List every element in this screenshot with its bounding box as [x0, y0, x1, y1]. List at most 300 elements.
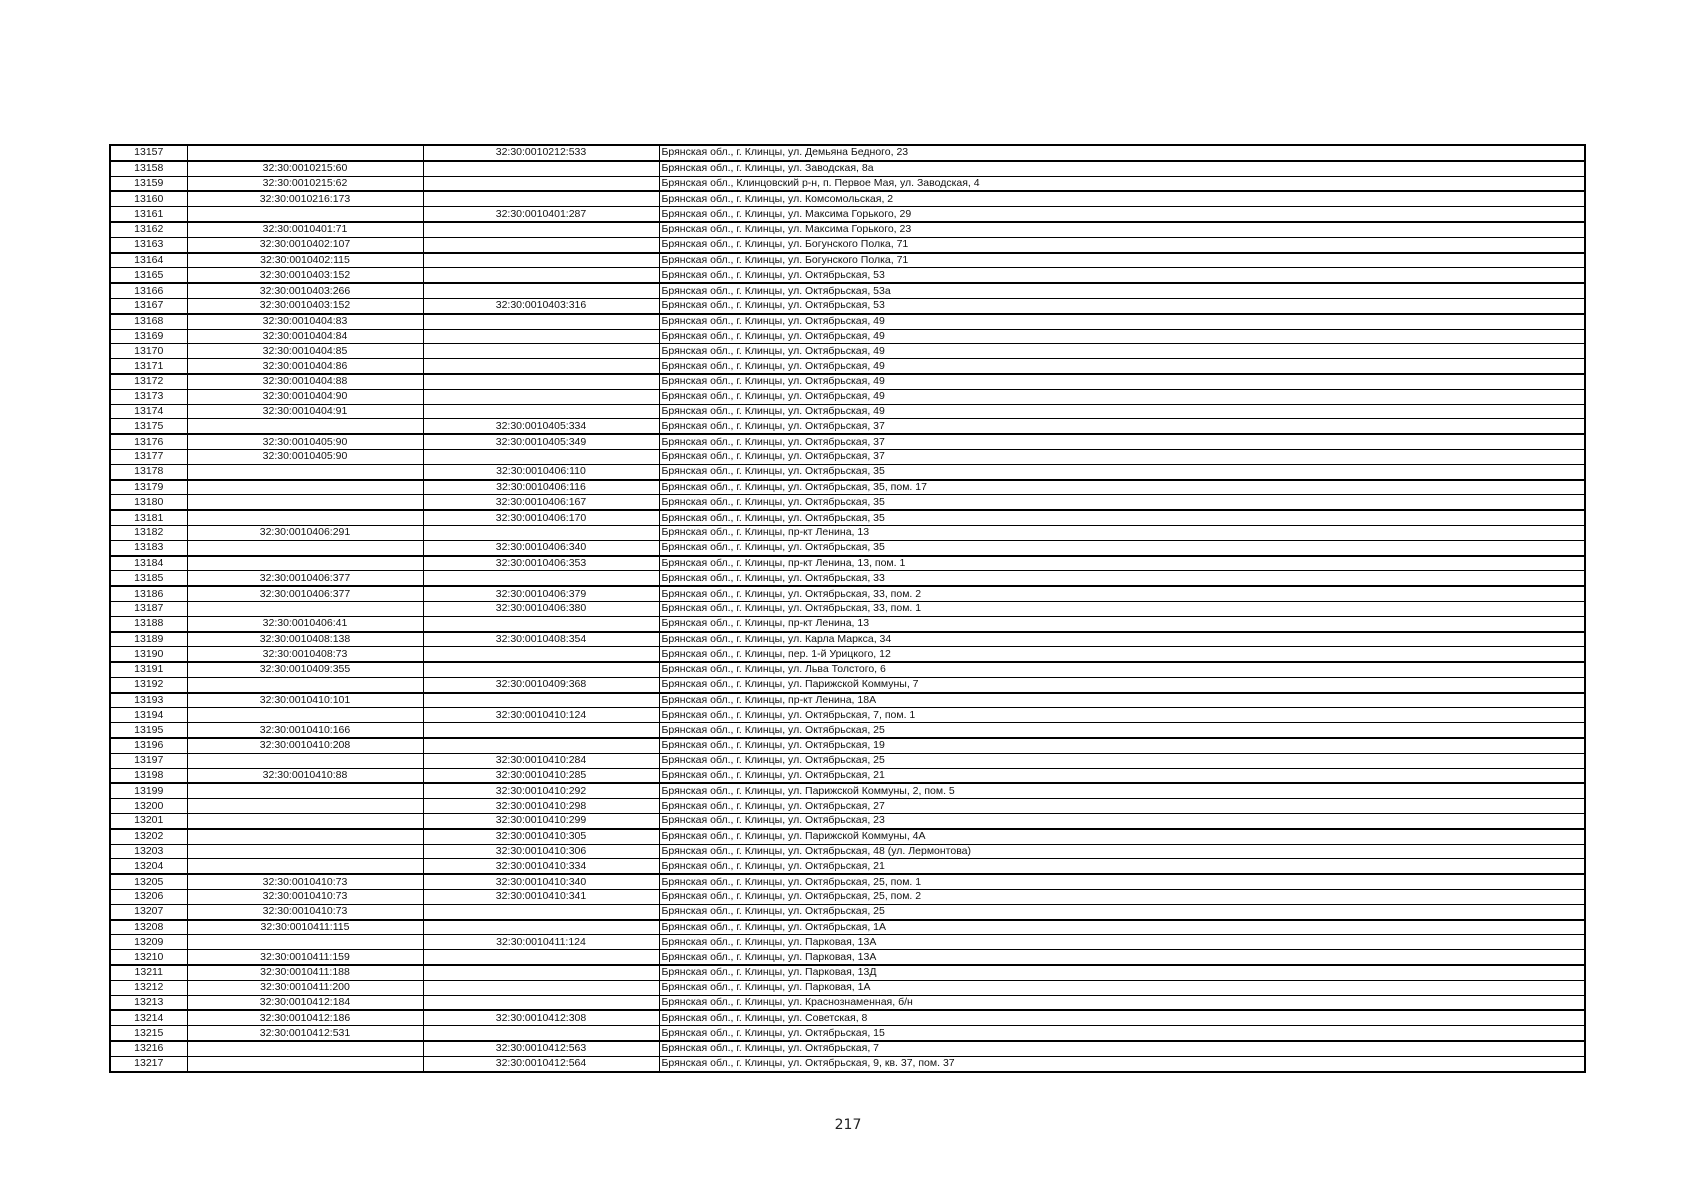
cadastral-number-cell: 32:30:0010412:184	[187, 995, 423, 1010]
row-number-cell: 13183	[110, 540, 187, 555]
address-cell: Брянская обл., г. Клинцы, ул. Карла Маркса, 34	[659, 632, 1585, 647]
cadastral-number-cell: 32:30:0010408:138	[187, 632, 423, 647]
address-cell: Брянская обл., г. Клинцы, пр-кт Ленина, 13	[659, 616, 1585, 631]
cadastral-register-table	[109, 144, 1586, 1073]
row-number-cell: 13211	[110, 965, 187, 980]
address-cell: Брянская обл., г. Клинцы, ул. Октябрьская, 33	[659, 571, 1585, 586]
row-number-cell: 13190	[110, 647, 187, 662]
cadastral-number-cell	[187, 419, 423, 434]
object-cadastral-number-cell	[423, 283, 659, 298]
row-number-cell: 13171	[110, 359, 187, 374]
row-number-cell: 13175	[110, 419, 187, 434]
table-row	[110, 389, 1585, 404]
row-number-cell: 13207	[110, 904, 187, 919]
address-cell: Брянская обл., г. Клинцы, ул. Октябрьская, 25, пом. 2	[659, 890, 1585, 905]
object-cadastral-number-cell	[423, 191, 659, 206]
table-row	[110, 799, 1585, 814]
cadastral-number-cell: 32:30:0010404:84	[187, 329, 423, 344]
row-number-cell: 13178	[110, 464, 187, 479]
table-row	[110, 586, 1585, 601]
table-row	[110, 601, 1585, 616]
address-cell: Брянская обл., г. Клинцы, ул. Краснознаменная, б/н	[659, 995, 1585, 1010]
object-cadastral-number-cell: 32:30:0010406:340	[423, 540, 659, 555]
row-number-cell: 13204	[110, 859, 187, 874]
address-cell: Брянская обл., г. Клинцы, ул. Октябрьская, 25	[659, 904, 1585, 919]
object-cadastral-number-cell: 32:30:0010412:564	[423, 1056, 659, 1071]
cadastral-number-cell: 32:30:0010406:41	[187, 616, 423, 631]
address-cell: Брянская обл., г. Клинцы, ул. Октябрьская, 25, пом. 1	[659, 874, 1585, 889]
cadastral-number-cell	[187, 1041, 423, 1056]
table-row	[110, 890, 1585, 905]
address-cell: Брянская обл., г. Клинцы, ул. Октябрьская, 35, пом. 17	[659, 480, 1585, 495]
address-cell: Брянская обл., г. Клинцы, пр-кт Ленина, 18А	[659, 693, 1585, 708]
table-row	[110, 950, 1585, 965]
object-cadastral-number-cell: 32:30:0010406:353	[423, 556, 659, 571]
table-row	[110, 161, 1585, 176]
table-row	[110, 920, 1585, 935]
object-cadastral-number-cell	[423, 904, 659, 919]
table-row	[110, 768, 1585, 783]
cadastral-number-cell	[187, 495, 423, 510]
cadastral-number-cell	[187, 510, 423, 525]
row-number-cell: 13215	[110, 1026, 187, 1041]
address-cell: Брянская обл., г. Клинцы, ул. Октябрьская, 49	[659, 389, 1585, 404]
object-cadastral-number-cell: 32:30:0010406:110	[423, 464, 659, 479]
address-cell: Брянская обл., г. Клинцы, ул. Октябрьская, 53	[659, 268, 1585, 283]
cadastral-number-cell	[187, 480, 423, 495]
table-row	[110, 708, 1585, 723]
table-row	[110, 253, 1585, 268]
object-cadastral-number-cell: 32:30:0010410:299	[423, 814, 659, 829]
row-number-cell: 13164	[110, 253, 187, 268]
row-number-cell: 13205	[110, 874, 187, 889]
address-cell: Брянская обл., г. Клинцы, пр-кт Ленина, 13	[659, 525, 1585, 540]
object-cadastral-number-cell	[423, 571, 659, 586]
table-row	[110, 723, 1585, 738]
cadastral-number-cell: 32:30:0010215:60	[187, 161, 423, 176]
object-cadastral-number-cell	[423, 161, 659, 176]
object-cadastral-number-cell	[423, 449, 659, 464]
address-cell: Брянская обл., г. Клинцы, ул. Октябрьская, 49	[659, 404, 1585, 419]
cadastral-number-cell: 32:30:0010215:62	[187, 176, 423, 191]
row-number-cell: 13184	[110, 556, 187, 571]
cadastral-number-cell: 32:30:0010411:159	[187, 950, 423, 965]
address-cell: Брянская обл., г. Клинцы, ул. Октябрьская, 7	[659, 1041, 1585, 1056]
cadastral-number-cell: 32:30:0010412:531	[187, 1026, 423, 1041]
cadastral-number-cell: 32:30:0010410:208	[187, 738, 423, 753]
table-row	[110, 874, 1585, 889]
object-cadastral-number-cell	[423, 268, 659, 283]
table-row	[110, 859, 1585, 874]
row-number-cell: 13206	[110, 890, 187, 905]
cadastral-number-cell	[187, 935, 423, 950]
object-cadastral-number-cell: 32:30:0010408:354	[423, 632, 659, 647]
object-cadastral-number-cell: 32:30:0010410:292	[423, 783, 659, 798]
object-cadastral-number-cell: 32:30:0010410:334	[423, 859, 659, 874]
address-cell: Брянская обл., г. Клинцы, ул. Октябрьская, 48 (ул. Лермонтова)	[659, 844, 1585, 859]
cadastral-number-cell	[187, 783, 423, 798]
cadastral-number-cell: 32:30:0010410:73	[187, 874, 423, 889]
cadastral-number-cell: 32:30:0010412:186	[187, 1010, 423, 1025]
row-number-cell: 13208	[110, 920, 187, 935]
cadastral-number-cell: 32:30:0010402:107	[187, 237, 423, 252]
row-number-cell: 13188	[110, 616, 187, 631]
cadastral-number-cell: 32:30:0010404:86	[187, 359, 423, 374]
table-row	[110, 419, 1585, 434]
row-number-cell: 13213	[110, 995, 187, 1010]
address-cell: Брянская обл., г. Клинцы, ул. Октябрьская, 49	[659, 374, 1585, 389]
address-cell: Брянская обл., г. Клинцы, ул. Парижской Коммуны, 7	[659, 677, 1585, 692]
object-cadastral-number-cell	[423, 329, 659, 344]
cadastral-number-cell: 32:30:0010216:173	[187, 191, 423, 206]
table-row	[110, 1010, 1585, 1025]
address-cell: Брянская обл., г. Клинцы, ул. Богунского Полка, 71	[659, 237, 1585, 252]
table-row	[110, 268, 1585, 283]
table-row	[110, 464, 1585, 479]
table-row	[110, 965, 1585, 980]
address-cell: Брянская обл., г. Клинцы, ул. Октябрьская, 15	[659, 1026, 1585, 1041]
table-row	[110, 480, 1585, 495]
address-cell: Брянская обл., г. Клинцы, ул. Октябрьская, 9, кв. 37, пом. 37	[659, 1056, 1585, 1071]
cadastral-number-cell	[187, 677, 423, 692]
row-number-cell: 13177	[110, 449, 187, 464]
cadastral-number-cell: 32:30:0010410:73	[187, 904, 423, 919]
table-row	[110, 359, 1585, 374]
row-number-cell: 13197	[110, 753, 187, 768]
object-cadastral-number-cell	[423, 662, 659, 677]
cadastral-number-cell: 32:30:0010406:377	[187, 571, 423, 586]
row-number-cell: 13198	[110, 768, 187, 783]
object-cadastral-number-cell	[423, 980, 659, 995]
cadastral-number-cell: 32:30:0010408:73	[187, 647, 423, 662]
object-cadastral-number-cell	[423, 222, 659, 237]
address-cell: Брянская обл., г. Клинцы, пер. 1-й Урицкого, 12	[659, 647, 1585, 662]
table-row	[110, 344, 1585, 359]
object-cadastral-number-cell	[423, 616, 659, 631]
table-row	[110, 540, 1585, 555]
address-cell: Брянская обл., г. Клинцы, ул. Октябрьская, 19	[659, 738, 1585, 753]
object-cadastral-number-cell	[423, 1026, 659, 1041]
row-number-cell: 13186	[110, 586, 187, 601]
row-number-cell: 13161	[110, 207, 187, 222]
row-number-cell: 13209	[110, 935, 187, 950]
object-cadastral-number-cell	[423, 404, 659, 419]
row-number-cell: 13200	[110, 799, 187, 814]
row-number-cell: 13192	[110, 677, 187, 692]
table-row	[110, 298, 1585, 313]
address-cell: Брянская обл., г. Клинцы, ул. Октябрьская, 37	[659, 449, 1585, 464]
table-row	[110, 783, 1585, 798]
cadastral-number-cell: 32:30:0010403:152	[187, 298, 423, 313]
row-number-cell: 13182	[110, 525, 187, 540]
row-number-cell: 13172	[110, 374, 187, 389]
row-number-cell: 13168	[110, 314, 187, 329]
object-cadastral-number-cell	[423, 374, 659, 389]
table-row	[110, 677, 1585, 692]
address-cell: Брянская обл., г. Клинцы, ул. Октябрьская, 27	[659, 799, 1585, 814]
row-number-cell: 13217	[110, 1056, 187, 1071]
address-cell: Брянская обл., г. Клинцы, ул. Октябрьская, 33, пом. 1	[659, 601, 1585, 616]
cadastral-number-cell: 32:30:0010406:377	[187, 586, 423, 601]
table-row	[110, 207, 1585, 222]
cadastral-number-cell: 32:30:0010410:101	[187, 693, 423, 708]
table-row	[110, 556, 1585, 571]
cadastral-number-cell: 32:30:0010404:88	[187, 374, 423, 389]
row-number-cell: 13212	[110, 980, 187, 995]
object-cadastral-number-cell	[423, 344, 659, 359]
row-number-cell: 13166	[110, 283, 187, 298]
address-cell: Брянская обл., г. Клинцы, ул. Максима Горького, 23	[659, 222, 1585, 237]
object-cadastral-number-cell: 32:30:0010412:563	[423, 1041, 659, 1056]
address-cell: Брянская обл., г. Клинцы, ул. Октябрьская, 49	[659, 314, 1585, 329]
cadastral-number-cell	[187, 859, 423, 874]
object-cadastral-number-cell	[423, 693, 659, 708]
cadastral-number-cell: 32:30:0010410:73	[187, 890, 423, 905]
row-number-cell: 13180	[110, 495, 187, 510]
object-cadastral-number-cell: 32:30:0010411:124	[423, 935, 659, 950]
table-row	[110, 693, 1585, 708]
object-cadastral-number-cell	[423, 525, 659, 540]
object-cadastral-number-cell	[423, 389, 659, 404]
object-cadastral-number-cell: 32:30:0010410:298	[423, 799, 659, 814]
row-number-cell: 13157	[110, 145, 187, 161]
row-number-cell: 13202	[110, 829, 187, 844]
cadastral-number-cell: 32:30:0010411:188	[187, 965, 423, 980]
row-number-cell: 13216	[110, 1041, 187, 1056]
cadastral-number-cell: 32:30:0010403:152	[187, 268, 423, 283]
row-number-cell: 13193	[110, 693, 187, 708]
table-row	[110, 571, 1585, 586]
table-row	[110, 1026, 1585, 1041]
table-row	[110, 237, 1585, 252]
cadastral-number-cell	[187, 207, 423, 222]
address-cell: Брянская обл., г. Клинцы, ул. Октябрьская, 37	[659, 419, 1585, 434]
cadastral-number-cell: 32:30:0010404:85	[187, 344, 423, 359]
object-cadastral-number-cell	[423, 995, 659, 1010]
cadastral-number-cell: 32:30:0010405:90	[187, 449, 423, 464]
table-row	[110, 814, 1585, 829]
address-cell: Брянская обл., г. Клинцы, ул. Парковая, 1А	[659, 980, 1585, 995]
register-table-body	[110, 145, 1585, 1072]
object-cadastral-number-cell: 32:30:0010405:349	[423, 434, 659, 449]
address-cell: Брянская обл., г. Клинцы, ул. Октябрьская, 35	[659, 540, 1585, 555]
table-row	[110, 176, 1585, 191]
table-row	[110, 374, 1585, 389]
address-cell: Брянская обл., г. Клинцы, ул. Октябрьская, 35	[659, 510, 1585, 525]
cadastral-number-cell	[187, 464, 423, 479]
row-number-cell: 13199	[110, 783, 187, 798]
table-row	[110, 647, 1585, 662]
object-cadastral-number-cell: 32:30:0010406:379	[423, 586, 659, 601]
row-number-cell: 13159	[110, 176, 187, 191]
cadastral-number-cell: 32:30:0010403:266	[187, 283, 423, 298]
object-cadastral-number-cell	[423, 314, 659, 329]
cadastral-number-cell	[187, 540, 423, 555]
object-cadastral-number-cell	[423, 237, 659, 252]
object-cadastral-number-cell: 32:30:0010406:170	[423, 510, 659, 525]
row-number-cell: 13170	[110, 344, 187, 359]
address-cell: Брянская обл., г. Клинцы, ул. Октябрьская, 23	[659, 814, 1585, 829]
address-cell: Брянская обл., г. Клинцы, ул. Октябрьская, 35	[659, 464, 1585, 479]
table-row	[110, 738, 1585, 753]
object-cadastral-number-cell	[423, 920, 659, 935]
object-cadastral-number-cell: 32:30:0010410:124	[423, 708, 659, 723]
row-number-cell: 13176	[110, 434, 187, 449]
cadastral-number-cell: 32:30:0010410:166	[187, 723, 423, 738]
object-cadastral-number-cell	[423, 723, 659, 738]
row-number-cell: 13194	[110, 708, 187, 723]
object-cadastral-number-cell: 32:30:0010212:533	[423, 145, 659, 161]
address-cell: Брянская обл., г. Клинцы, ул. Советская, 8	[659, 1010, 1585, 1025]
table-row	[110, 1056, 1585, 1071]
table-row	[110, 329, 1585, 344]
table-row	[110, 616, 1585, 631]
address-cell: Брянская обл., г. Клинцы, ул. Максима Горького, 29	[659, 207, 1585, 222]
object-cadastral-number-cell	[423, 738, 659, 753]
table-row	[110, 314, 1585, 329]
table-row	[110, 434, 1585, 449]
object-cadastral-number-cell: 32:30:0010406:380	[423, 601, 659, 616]
object-cadastral-number-cell: 32:30:0010406:167	[423, 495, 659, 510]
cadastral-number-cell: 32:30:0010404:90	[187, 389, 423, 404]
address-cell: Брянская обл., г. Клинцы, ул. Октябрьская, 53а	[659, 283, 1585, 298]
table-row	[110, 495, 1585, 510]
cadastral-number-cell	[187, 1056, 423, 1071]
object-cadastral-number-cell	[423, 359, 659, 374]
row-number-cell: 13189	[110, 632, 187, 647]
row-number-cell: 13173	[110, 389, 187, 404]
address-cell: Брянская обл., г. Клинцы, ул. Парковая, 13Д	[659, 965, 1585, 980]
address-cell: Брянская обл., г. Клинцы, ул. Октябрьская, 37	[659, 434, 1585, 449]
address-cell: Брянская обл., г. Клинцы, ул. Октябрьская, 53	[659, 298, 1585, 313]
cadastral-number-cell	[187, 829, 423, 844]
object-cadastral-number-cell	[423, 647, 659, 662]
table-row	[110, 145, 1585, 161]
table-row	[110, 404, 1585, 419]
cadastral-number-cell: 32:30:0010410:88	[187, 768, 423, 783]
cadastral-number-cell	[187, 708, 423, 723]
address-cell: Брянская обл., г. Клинцы, ул. Октябрьская, 49	[659, 359, 1585, 374]
address-cell: Брянская обл., г. Клинцы, ул. Октябрьская, 25	[659, 723, 1585, 738]
object-cadastral-number-cell: 32:30:0010409:368	[423, 677, 659, 692]
address-cell: Брянская обл., г. Клинцы, ул. Демьяна Бедного, 23	[659, 145, 1585, 161]
cadastral-number-cell	[187, 814, 423, 829]
cadastral-number-cell: 32:30:0010411:200	[187, 980, 423, 995]
address-cell: Брянская обл., г. Клинцы, ул. Парижской Коммуны, 2, пом. 5	[659, 783, 1585, 798]
object-cadastral-number-cell	[423, 253, 659, 268]
table-row	[110, 995, 1585, 1010]
row-number-cell: 13187	[110, 601, 187, 616]
object-cadastral-number-cell: 32:30:0010412:308	[423, 1010, 659, 1025]
object-cadastral-number-cell	[423, 950, 659, 965]
row-number-cell: 13195	[110, 723, 187, 738]
object-cadastral-number-cell: 32:30:0010406:116	[423, 480, 659, 495]
object-cadastral-number-cell	[423, 965, 659, 980]
object-cadastral-number-cell: 32:30:0010410:340	[423, 874, 659, 889]
cadastral-number-cell: 32:30:0010402:115	[187, 253, 423, 268]
table-row	[110, 1041, 1585, 1056]
table-row	[110, 510, 1585, 525]
address-cell: Брянская обл., Клинцовский р-н, п. Первое Мая, ул. Заводская, 4	[659, 176, 1585, 191]
address-cell: Брянская обл., г. Клинцы, ул. Парижской Коммуны, 4А	[659, 829, 1585, 844]
row-number-cell: 13158	[110, 161, 187, 176]
row-number-cell: 13174	[110, 404, 187, 419]
table-row	[110, 904, 1585, 919]
cadastral-number-cell: 32:30:0010404:83	[187, 314, 423, 329]
address-cell: Брянская обл., г. Клинцы, ул. Октябрьская, 49	[659, 329, 1585, 344]
table-row	[110, 829, 1585, 844]
table-row	[110, 632, 1585, 647]
table-row	[110, 222, 1585, 237]
table-row	[110, 753, 1585, 768]
object-cadastral-number-cell: 32:30:0010410:285	[423, 768, 659, 783]
table-row	[110, 525, 1585, 540]
cadastral-number-cell: 32:30:0010406:291	[187, 525, 423, 540]
address-cell: Брянская обл., г. Клинцы, ул. Богунского Полка, 71	[659, 253, 1585, 268]
cadastral-number-cell	[187, 799, 423, 814]
object-cadastral-number-cell: 32:30:0010410:284	[423, 753, 659, 768]
row-number-cell: 13203	[110, 844, 187, 859]
address-cell: Брянская обл., г. Клинцы, ул. Октябрьская, 49	[659, 344, 1585, 359]
address-cell: Брянская обл., г. Клинцы, ул. Заводская, 8а	[659, 161, 1585, 176]
object-cadastral-number-cell: 32:30:0010410:341	[423, 890, 659, 905]
cadastral-number-cell	[187, 145, 423, 161]
address-cell: Брянская обл., г. Клинцы, ул. Октябрьская, 21	[659, 859, 1585, 874]
row-number-cell: 13165	[110, 268, 187, 283]
address-cell: Брянская обл., г. Клинцы, ул. Парковая, 13А	[659, 935, 1585, 950]
cadastral-number-cell: 32:30:0010409:355	[187, 662, 423, 677]
row-number-cell: 13191	[110, 662, 187, 677]
row-number-cell: 13160	[110, 191, 187, 206]
cadastral-number-cell	[187, 601, 423, 616]
table-row	[110, 662, 1585, 677]
row-number-cell: 13162	[110, 222, 187, 237]
cadastral-number-cell	[187, 844, 423, 859]
object-cadastral-number-cell: 32:30:0010410:305	[423, 829, 659, 844]
row-number-cell: 13196	[110, 738, 187, 753]
row-number-cell: 13210	[110, 950, 187, 965]
object-cadastral-number-cell	[423, 176, 659, 191]
address-cell: Брянская обл., г. Клинцы, ул. Парковая, 13А	[659, 950, 1585, 965]
cadastral-number-cell: 32:30:0010411:115	[187, 920, 423, 935]
page-number: 217	[834, 1117, 862, 1133]
table-row	[110, 844, 1585, 859]
address-cell: Брянская обл., г. Клинцы, ул. Октябрьская, 25	[659, 753, 1585, 768]
object-cadastral-number-cell: 32:30:0010405:334	[423, 419, 659, 434]
row-number-cell: 13181	[110, 510, 187, 525]
row-number-cell: 13185	[110, 571, 187, 586]
address-cell: Брянская обл., г. Клинцы, ул. Октябрьская, 7, пом. 1	[659, 708, 1585, 723]
object-cadastral-number-cell: 32:30:0010401:287	[423, 207, 659, 222]
object-cadastral-number-cell: 32:30:0010403:316	[423, 298, 659, 313]
cadastral-number-cell: 32:30:0010404:91	[187, 404, 423, 419]
cadastral-number-cell: 32:30:0010401:71	[187, 222, 423, 237]
table-row	[110, 191, 1585, 206]
address-cell: Брянская обл., г. Клинцы, ул. Льва Толстого, 6	[659, 662, 1585, 677]
row-number-cell: 13201	[110, 814, 187, 829]
table-row	[110, 449, 1585, 464]
address-cell: Брянская обл., г. Клинцы, ул. Комсомольская, 2	[659, 191, 1585, 206]
table-row	[110, 935, 1585, 950]
table-row	[110, 283, 1585, 298]
address-cell: Брянская обл., г. Клинцы, ул. Октябрьская, 33, пом. 2	[659, 586, 1585, 601]
cadastral-number-cell	[187, 753, 423, 768]
row-number-cell: 13163	[110, 237, 187, 252]
address-cell: Брянская обл., г. Клинцы, ул. Октябрьская, 21	[659, 768, 1585, 783]
row-number-cell: 13167	[110, 298, 187, 313]
cadastral-number-cell: 32:30:0010405:90	[187, 434, 423, 449]
row-number-cell: 13179	[110, 480, 187, 495]
